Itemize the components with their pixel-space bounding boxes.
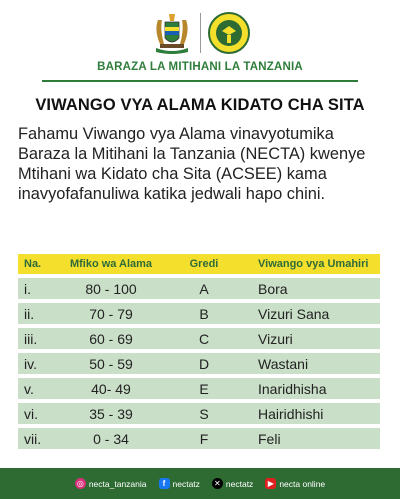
social-link-x[interactable] [212, 478, 253, 489]
row-score-range: 0 - 34 [62, 428, 160, 449]
row-number: vi. [18, 403, 62, 424]
logo-separator [200, 13, 201, 53]
row-grade: D [160, 353, 248, 374]
header-competency-level: Viwango vya Umahiri [248, 254, 380, 274]
row-grade: A [160, 278, 248, 299]
table-row [18, 353, 380, 374]
row-score-range: 40- 49 [62, 378, 160, 399]
social-handle: nectatz [225, 478, 254, 489]
row-number: iv. [18, 353, 62, 374]
header-grade: Gredi [160, 254, 248, 274]
grades-table [18, 250, 380, 453]
table-header-row [18, 254, 380, 274]
row-grade: E [160, 378, 248, 399]
table-row [18, 328, 380, 349]
row-grade: F [160, 428, 248, 449]
org-underline [42, 80, 358, 82]
org-name: BARAZA LA MITIHANI LA TANZANIA [97, 61, 303, 73]
social-link-youtube[interactable] [265, 478, 325, 489]
header-number: Na. [18, 254, 62, 274]
intro-paragraph: Fahamu Viwango vya Alama vinavyotumika Baraza la Mitihani la Tanzania (NECTA) kwenye Mtihani wa Kidato cha Sita (ACSEE) kama inavyofafanuliwa katika jedwali hapo chini. [18, 125, 366, 203]
social-handle: necta online [279, 478, 326, 489]
social-handle: necta_tanzania [88, 478, 147, 489]
row-grade: S [160, 403, 248, 424]
necta-seal-icon [207, 11, 251, 55]
row-grade: B [160, 303, 248, 324]
social-footer [0, 468, 400, 499]
row-number: v. [18, 378, 62, 399]
row-competency-level: Vizuri Sana [248, 303, 380, 324]
table-row [18, 278, 380, 299]
row-score-range: 50 - 59 [62, 353, 160, 374]
facebook-icon: f [159, 478, 170, 489]
youtube-icon: ▶ [265, 478, 276, 489]
table-row [18, 428, 380, 449]
row-competency-level: Feli [248, 428, 380, 449]
logo-group [0, 8, 400, 58]
row-competency-level: Bora [248, 278, 380, 299]
row-score-range: 60 - 69 [62, 328, 160, 349]
row-grade: C [160, 328, 248, 349]
x-icon: ✕ [212, 478, 223, 489]
row-number: vii. [18, 428, 62, 449]
header-score-range: Mfiko wa Alama [62, 254, 160, 274]
row-number: iii. [18, 328, 62, 349]
row-score-range: 80 - 100 [62, 278, 160, 299]
row-score-range: 35 - 39 [62, 403, 160, 424]
table-row [18, 403, 380, 424]
row-score-range: 70 - 79 [62, 303, 160, 324]
social-handle: nectatz [172, 478, 200, 489]
social-link-instagram[interactable] [75, 478, 147, 489]
table-row [18, 303, 380, 324]
row-competency-level: Inaridhisha [248, 378, 380, 399]
row-competency-level: Vizuri [248, 328, 380, 349]
instagram-icon: ◎ [75, 478, 86, 489]
row-number: i. [18, 278, 62, 299]
table-row [18, 378, 380, 399]
social-link-facebook[interactable] [159, 478, 200, 489]
page-title: VIWANGO VYA ALAMA KIDATO CHA SITA [35, 96, 365, 114]
row-number: ii. [18, 303, 62, 324]
row-competency-level: Hairidhishi [248, 403, 380, 424]
coat-of-arms-icon [150, 10, 194, 56]
row-competency-level: Wastani [248, 353, 380, 374]
